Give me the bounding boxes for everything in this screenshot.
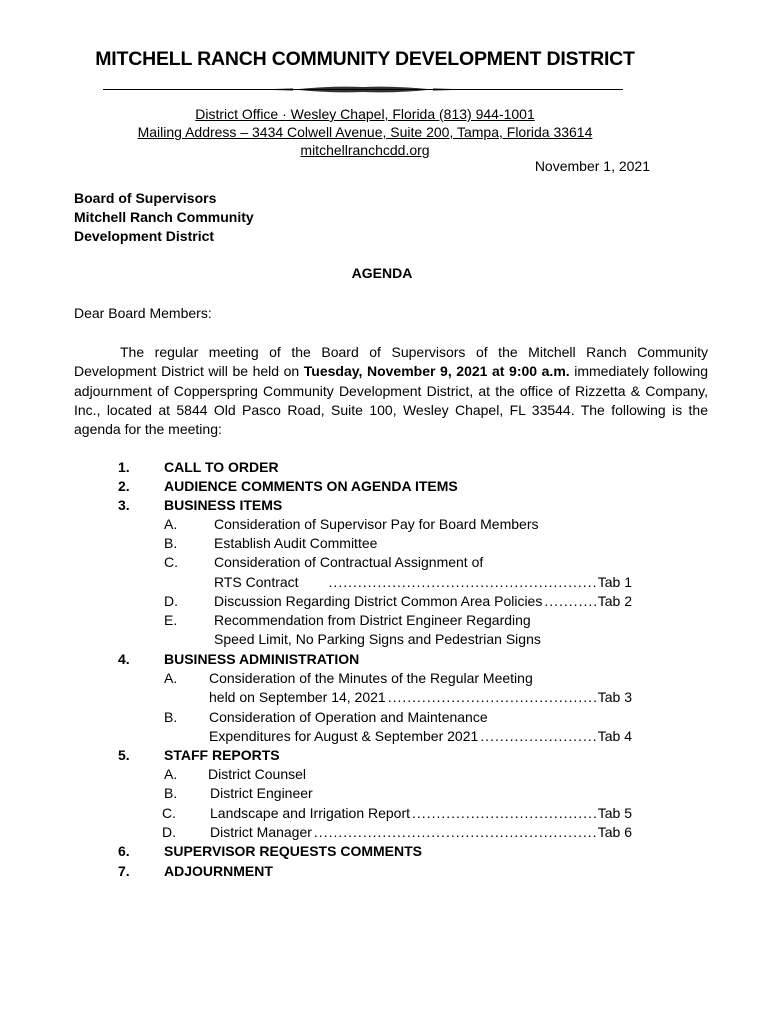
subitem-rts-contract-row	[214, 574, 632, 590]
agenda-item-business-administration: BUSINESS ADMINISTRATION	[164, 651, 360, 667]
tab-5-reference[interactable]: Tab 5	[597, 805, 632, 821]
subitem-letter: C.	[164, 554, 178, 570]
tab-3-reference[interactable]: Tab 3	[597, 689, 632, 705]
agenda-item-adjournment: ADJOURNMENT	[164, 863, 273, 879]
addressee-line-3: Development District	[74, 228, 215, 244]
tab-1-reference[interactable]: Tab 1	[597, 574, 632, 590]
agenda-number-4: 4.	[118, 651, 130, 667]
minutes-date-text: held on September 14, 2021	[209, 689, 386, 705]
subitem-letter: C.	[162, 805, 176, 821]
subitem-supervisor-pay: Consideration of Supervisor Pay for Board Members	[214, 516, 539, 532]
leader-dots	[314, 824, 596, 840]
leader-dots	[412, 805, 596, 821]
salutation: Dear Board Members:	[74, 305, 212, 321]
agenda-number-7: 7.	[118, 863, 130, 879]
notice-text-1: The regular meeting of the Board of Supervisors of the Mitchell Ranch Community Development District will be held on	[74, 344, 708, 380]
subitem-letter: D.	[164, 593, 178, 609]
subitem-engineer-recommendation: Recommendation from District Engineer Regarding	[214, 612, 531, 628]
subitem-letter: E.	[164, 612, 178, 628]
addressee-line-2: Mitchell Ranch Community	[74, 209, 254, 225]
subitem-letter: A.	[164, 516, 178, 532]
addressee-line-1: Board of Supervisors	[74, 190, 217, 206]
subitem-letter: B.	[164, 785, 178, 801]
leader-dots	[544, 593, 595, 609]
subitem-operation-maintenance: Consideration of Operation and Maintenance	[209, 709, 488, 725]
leader-dots	[480, 728, 595, 744]
subitem-letter: D.	[162, 824, 176, 840]
rts-contract-text: RTS Contract	[214, 574, 299, 590]
subitem-engineer-recommendation-cont: Speed Limit, No Parking Signs and Pedestrian Signs	[214, 631, 541, 647]
letter-date: November 1, 2021	[534, 158, 650, 174]
subitem-letter: B.	[164, 709, 178, 725]
district-office-line: District Office · Wesley Chapel, Florida (813) 944-1001	[195, 106, 535, 122]
subitem-district-counsel: District Counsel	[208, 766, 307, 782]
subitem-letter: A.	[164, 670, 178, 686]
meeting-datetime: Tuesday, November 9, 2021 at 9:00 a.m.	[303, 363, 570, 380]
subitem-letter: B.	[164, 535, 178, 551]
subitem-district-manager-row	[210, 824, 632, 840]
subitem-expenditures-row	[209, 728, 632, 744]
tab-4-reference[interactable]: Tab 4	[597, 728, 632, 744]
website-link[interactable]: mitchellranchcdd.org	[300, 142, 430, 158]
agenda-number-3: 3.	[118, 497, 130, 513]
district-manager-text: District Manager	[210, 824, 312, 840]
common-area-text: Discussion Regarding District Common Area Policies	[214, 593, 543, 609]
agenda-item-supervisor-requests: SUPERVISOR REQUESTS COMMENTS	[164, 843, 423, 859]
subitem-landscape-row	[210, 805, 632, 821]
landscape-text: Landscape and Irrigation Report	[210, 805, 411, 821]
agenda-heading: AGENDA	[351, 265, 413, 281]
subitem-minutes-row	[209, 689, 632, 705]
notice-text-2: immediately following adjournment of Copperspring Community Development District, at the office of Rizzetta & Company, Inc., located at 5844 Old Pasco Road, Suite 100, Wesley Chapel, FL 33544. The following is the agenda for the meeting:	[74, 363, 708, 438]
meeting-notice-paragraph	[74, 343, 708, 439]
agenda-item-audience-comments: AUDIENCE COMMENTS ON AGENDA ITEMS	[164, 478, 458, 494]
district-title: MITCHELL RANCH COMMUNITY DEVELOPMENT DISTRICT	[95, 48, 635, 70]
agenda-number-5: 5.	[118, 747, 130, 763]
tab-6-reference[interactable]: Tab 6	[597, 824, 632, 840]
subitem-minutes: Consideration of the Minutes of the Regular Meeting	[209, 670, 533, 686]
subitem-letter: A.	[164, 766, 178, 782]
agenda-item-staff-reports: STAFF REPORTS	[164, 747, 280, 763]
tab-2-reference[interactable]: Tab 2	[597, 593, 632, 609]
subitem-common-area-row	[214, 593, 632, 609]
agenda-item-call-to-order: CALL TO ORDER	[164, 459, 279, 475]
agenda-number-2: 2.	[118, 478, 130, 494]
subitem-contractual-assignment: Consideration of Contractual Assignment of	[214, 554, 484, 570]
agenda-number-1: 1.	[118, 459, 130, 475]
leader-dots	[329, 574, 596, 590]
agenda-number-6: 6.	[118, 843, 130, 859]
decorative-divider	[103, 86, 623, 93]
subitem-audit-committee: Establish Audit Committee	[214, 535, 378, 551]
mailing-address-line: Mailing Address – 3434 Colwell Avenue, Suite 200, Tampa, Florida 33614	[137, 124, 593, 140]
agenda-item-business-items: BUSINESS ITEMS	[164, 497, 283, 513]
leader-dots	[388, 689, 596, 705]
expenditures-text: Expenditures for August & September 2021	[209, 728, 479, 744]
subitem-district-engineer: District Engineer	[210, 785, 313, 801]
